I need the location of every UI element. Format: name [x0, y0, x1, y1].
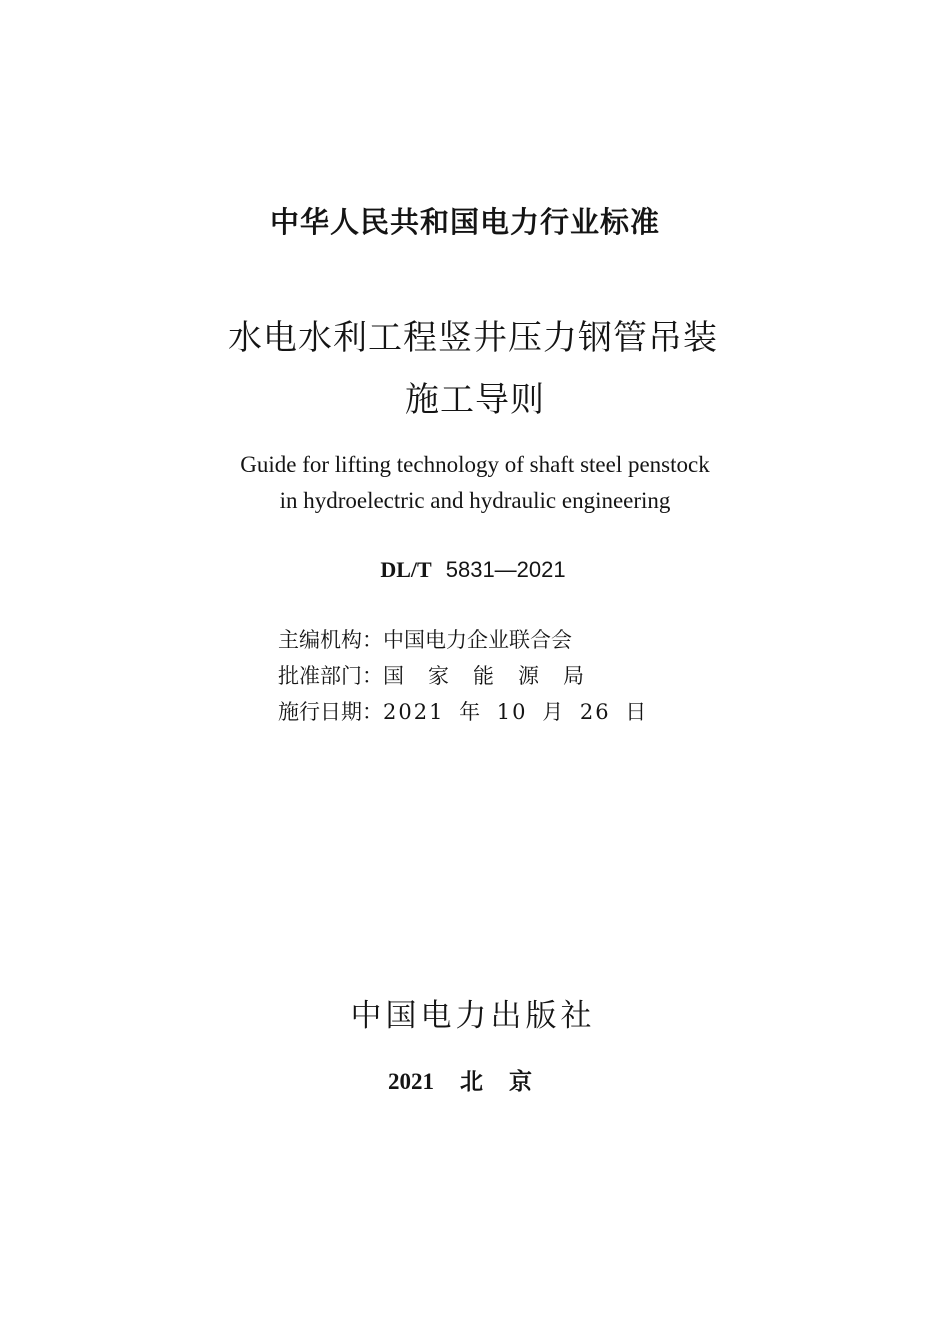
publication-place	[0, 1063, 948, 1096]
effective-date-value: 2021 年 10 月 26 日	[383, 700, 649, 724]
publication-year: 2021	[388, 1069, 434, 1094]
standard-code: 5831—2021	[445, 557, 566, 582]
approver-label: 批准部门：	[278, 664, 383, 688]
editor-row	[278, 624, 572, 654]
document-title-en-line2: in hydroelectric and hydraulic engineering	[279, 488, 671, 513]
document-title-cn-line2: 施工导则	[405, 380, 545, 420]
editor-value: 中国电力企业联合会	[383, 628, 572, 652]
standard-category-header: 中华人民共和国电力行业标准	[269, 205, 660, 239]
standard-prefix: DL/T	[380, 557, 432, 582]
publication-city: 北京	[460, 1068, 558, 1095]
document-title-en-line1: Guide for lifting technology of shaft steel penstock	[240, 452, 710, 477]
effective-date-label: 施行日期：	[278, 700, 383, 724]
document-title-cn-line1: 水电水利工程竖井压力钢管吊装	[228, 318, 718, 358]
standard-number	[0, 557, 948, 583]
approver-value: 国家能源局	[383, 664, 608, 688]
effective-date-row	[278, 696, 648, 726]
editor-label: 主编机构：	[278, 628, 383, 652]
publisher-name: 中国电力出版社	[350, 998, 596, 1034]
approver-row	[278, 660, 608, 690]
